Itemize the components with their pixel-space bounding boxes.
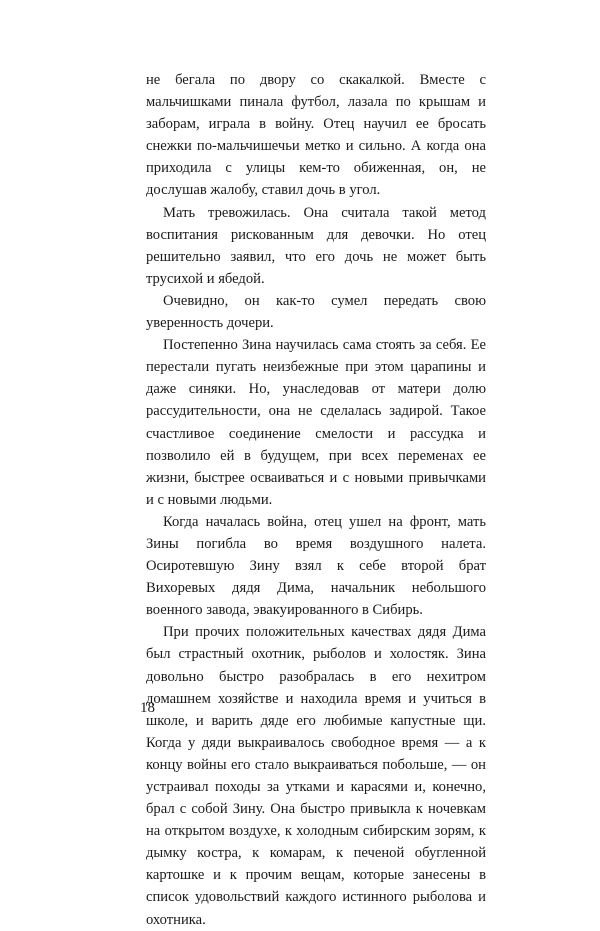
- paragraph-3: Очевидно, он как-то сумел передать свою уверенность дочери.: [146, 292, 486, 332]
- paragraph-4: Постепенно Зина научилась сама стоять за себя. Ее перестали пугать неизбежные при этом царапины и даже синяки. Но, унаследовав от матери долю рассудительности, она не сделалась задирой. Такое счастливое соединение смелости и рассудка и позволило ей в будущем, при всех переменах ее жизни, быстрее осваиваться и с новыми привычками и с новыми людьми.: [146, 337, 486, 508]
- paragraph-6: При прочих положительных качествах дядя Дима был страстный охотник, рыболов и холостяк. Зина довольно быстро разобралась в его нехитром домашнем хозяйстве и находила время и учиться в школе, и варить дяде его любимые капустные щи. Когда у дяди выкраивалось свободное время — а к концу войны его стало выкраиваться побольше, — он устраивал походы за утками и карасями и, конечно, брал с собой Зину. Она быстро привыкла к ночевкам на открытом воздухе, к холодным сибирским зорям, к дымку костра, к комарам, к печеной обугленной картошке и к прочим вещам, которые занесены в список удовольствий каждого истинного рыболова и охотника.: [146, 624, 486, 928]
- paragraph-1: не бегала по двору со скакалкой. Вместе с мальчишками пинала футбол, лазала по крышам и заборам, играла в войну. Отец научил ее бросать снежки по-мальчишечьи метко и сильно. А когда она приходила с улицы кем-то обиженная, он, не дослушав жалобу, ставил дочь в угол.: [146, 72, 486, 199]
- page-number: 18: [140, 700, 155, 716]
- paragraph-5: Когда началась война, отец ушел на фронт, мать Зины погибла во время воздушного налета. Осиротевшую Зину взял к себе второй брат Вихоревых дядя Дима, начальник небольшого военного завода, эвакуированного в Сибирь.: [146, 513, 486, 619]
- body-text: [146, 69, 486, 931]
- paragraph-2: Мать тревожилась. Она считала такой метод воспитания рискованным для девочки. Но отец решительно заявил, что его дочь не может быть трусихой и ябедой.: [146, 204, 486, 287]
